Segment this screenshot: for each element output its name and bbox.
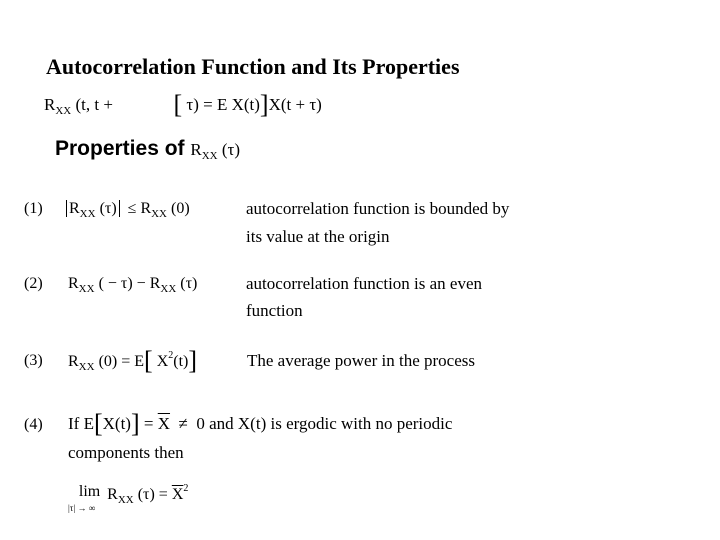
property-4-if: If (68, 414, 80, 433)
property-3-equation (68, 348, 197, 374)
property-2-number: (2) (24, 275, 43, 292)
property-4-lim-fn-sub: XX (117, 494, 134, 506)
property-4-neq: ≠ (178, 414, 188, 433)
property-2-fn-arg: ( − τ) − R (98, 275, 161, 292)
property-1-rhs-sub: XX (151, 208, 167, 220)
def-subscript: XX (55, 105, 72, 117)
property-1-rhs-arg: (0) (171, 200, 190, 217)
property-4-limit (68, 483, 189, 519)
property-3-number: (3) (24, 352, 43, 369)
def-symbol: R (44, 95, 56, 114)
def-rhs-b: X(t) (231, 95, 260, 114)
property-3-sup: 2 (168, 350, 174, 361)
property-3-x: X (156, 353, 169, 370)
def-open-bracket: [ (173, 90, 183, 119)
page-title: Autocorrelation Function and Its Properties (46, 54, 460, 79)
property-4-lim-fn-arg: (τ) = (137, 486, 168, 503)
properties-fn-subscript: XX (201, 150, 218, 162)
property-1-fn-sub: XX (79, 208, 96, 220)
properties-heading (55, 137, 240, 162)
property-3-t: (t) (173, 353, 189, 370)
property-4-lim: lim (78, 483, 101, 500)
property-4-lim-block (68, 483, 103, 519)
def-rhs-a: τ) = E (186, 95, 228, 114)
property-3-close-bracket: ] (188, 346, 198, 375)
property-2-fn: R (68, 275, 79, 292)
property-1-rhs-fn: R (140, 200, 152, 217)
property-4-open-bracket: [ (93, 409, 103, 438)
property-1-relation: ≤ (127, 200, 137, 217)
def-rhs-c: X(t + τ) (268, 95, 322, 114)
property-2-desc-line1: autocorrelation function is an even (246, 274, 483, 293)
property-1-fn-arg: (τ) (99, 200, 117, 217)
properties-heading-label: Properties of (55, 137, 185, 160)
property-3-fn-arg: (0) = E (98, 353, 145, 370)
property-4-lim-sub: |τ| → ∞ (68, 503, 96, 513)
property-2-rhs-sub: XX (160, 283, 177, 295)
properties-fn-symbol: R (190, 140, 202, 159)
property-3-open-bracket: [ (144, 346, 153, 375)
property-3-fn-sub: XX (78, 361, 95, 373)
property-3-fn: R (68, 353, 79, 370)
property-2-desc-line2: function (246, 301, 303, 320)
properties-fn (190, 140, 241, 162)
property-4-xbar: $\overline{X}$ (157, 414, 171, 433)
property-1-desc-line1: autocorrelation function is bounded by (246, 199, 510, 218)
properties-fn-arg: (τ) (221, 140, 241, 159)
property-1-abs (66, 200, 120, 220)
property-1-fn: R (69, 200, 80, 217)
property-4-lim-fn: R (107, 486, 118, 503)
property-4-equals: = (143, 414, 158, 433)
property-2-rhs-arg: (τ) (180, 275, 198, 292)
property-2-equation (68, 275, 197, 295)
property-4-line1 (68, 411, 452, 437)
def-close-bracket: ] (259, 90, 269, 119)
property-4-expect-arg: X(t) (102, 414, 131, 433)
property-2-fn-sub: XX (78, 283, 95, 295)
def-args: (t, t + (75, 95, 113, 114)
property-4-lim-sup: 2 (183, 483, 189, 494)
property-4-close-bracket: ] (130, 409, 140, 438)
property-4-expect: E (83, 414, 94, 433)
property-1-equation (66, 200, 190, 220)
property-3-desc-line1: The average power in the process (247, 351, 475, 370)
property-1-desc-line2: its value at the origin (246, 227, 390, 246)
property-1-number: (1) (24, 200, 43, 217)
property-4-number: (4) (24, 416, 43, 433)
definition-equation (44, 92, 322, 118)
property-4-zero: 0 (196, 414, 205, 433)
property-4-line2: components then (68, 443, 184, 462)
property-4-tail: and X(t) is ergodic with no periodic (209, 414, 453, 433)
property-4-lim-rhs: $\overline{X}$ (171, 486, 184, 503)
